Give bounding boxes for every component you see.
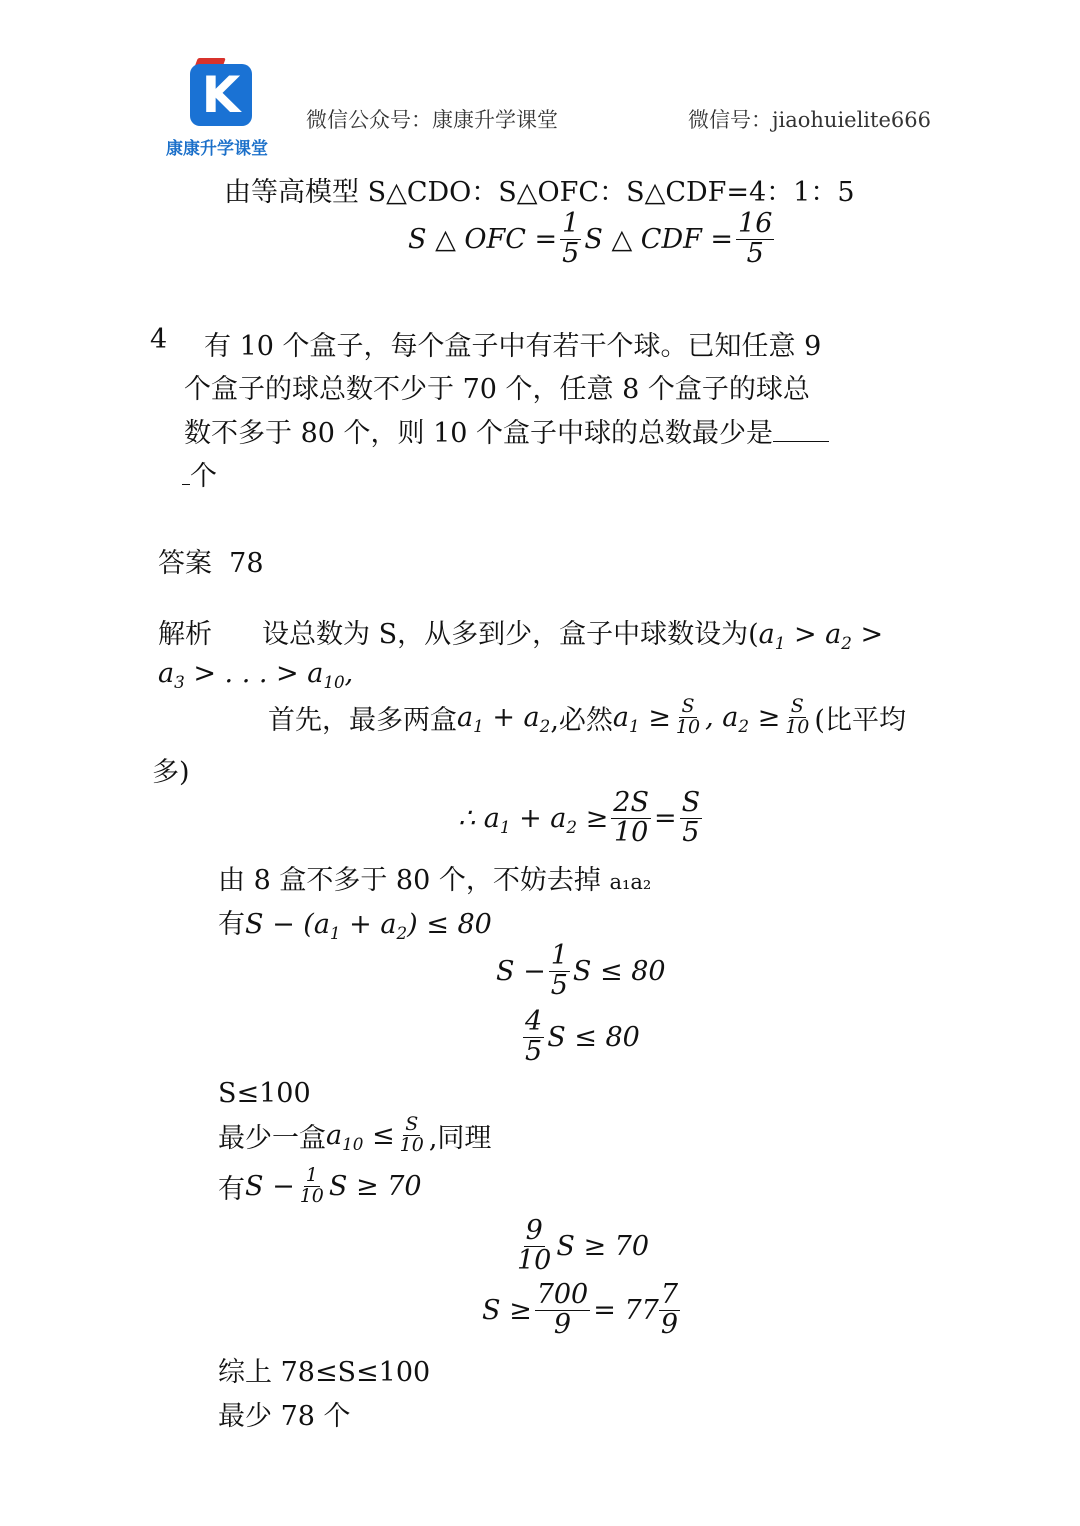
equation-4: S ≥ $\frac{700}{9}$ = 77 $\frac{7}{9}$ — [482, 1279, 679, 1340]
equation-2: $\frac{4}{5}$ S ≤ 80 — [525, 1006, 640, 1067]
eq-mid: S △ CDF = — [584, 223, 734, 255]
answer-value: 78 — [229, 548, 264, 579]
logo-text: 康康升学课堂 — [166, 139, 268, 159]
answer-line — [158, 541, 264, 580]
analysis-have2: 有 S − $\frac{1}{10}$ S ≥ 70 — [218, 1163, 422, 1207]
analysis-first: 首先，最多两盒 $a_1 + a_2$ ,必然 $a_1$ ≥ $\frac{S}{10}$ , $a_2$ ≥ $\frac{S}{10}$ (比平均 — [268, 694, 906, 738]
eq-lhs: S △ OFC = — [408, 223, 558, 255]
official-account: 微信公众号：康康升学课堂 — [306, 108, 558, 132]
analysis-first-tail: 多) — [152, 757, 190, 788]
question-number: 4 — [150, 324, 168, 355]
equation-3: $\frac{9}{10}$ S ≥ 70 — [517, 1215, 650, 1276]
answer-blank — [773, 419, 829, 442]
wechat-id: 微信号：jiaohuielite666 — [688, 108, 931, 132]
analysis-least: 最少一盒 $a_{10}$ ≤ $\frac{S}{10}$ ,同理 — [218, 1112, 492, 1156]
question-line: 个 — [182, 454, 217, 493]
question-line: 有 10 个盒子，每个盒子中有若干个球。已知任意 9 — [204, 331, 822, 362]
answer-label: 答案 — [158, 548, 212, 579]
prev-line: 由等高模型 S△CDO：S△OFC：S△CDF=4：1：5 — [224, 177, 855, 208]
equation-sum: ∴ $a_1 + a_2$ ≥ $\frac{2S}{10}$ = $\frac{S}{5}$ — [458, 787, 701, 848]
analysis-by8: 由 8 盒不多于 80 个，不妨去掉 a₁a₂ — [218, 865, 652, 896]
logo-icon — [190, 64, 252, 126]
fraction: $\frac{16}{5}$ — [738, 208, 773, 269]
analysis-label: 解析 — [158, 619, 212, 650]
question-line: 数不多于 80 个，则 10 个盒子中球的总数最少是 — [184, 411, 829, 450]
s-le-100: S≤100 — [218, 1078, 311, 1109]
analysis-have: 有$S - (a_1 + a_2) \le 80$ — [218, 909, 492, 943]
fraction: $\frac{1}{5}$ — [562, 208, 580, 269]
analysis-seq: $a_3$ > . . . > $a_{10}$, — [158, 658, 354, 692]
analysis-conclusion: 最少 78 个 — [218, 1401, 351, 1432]
prev-equation — [408, 204, 777, 274]
question-line: 个盒子的球总数不少于 70 个，任意 8 个盒子的球总 — [184, 374, 810, 405]
analysis-summary: 综上 78≤S≤100 — [218, 1357, 431, 1388]
analysis-intro: 设总数为 S，从多到少，盒子中球数设为($a_1 > a_2$ > — [262, 619, 884, 653]
equation-1: S − $\frac{1}{5}$ S ≤ 80 — [496, 940, 666, 1001]
logo-letter: K — [201, 66, 241, 124]
